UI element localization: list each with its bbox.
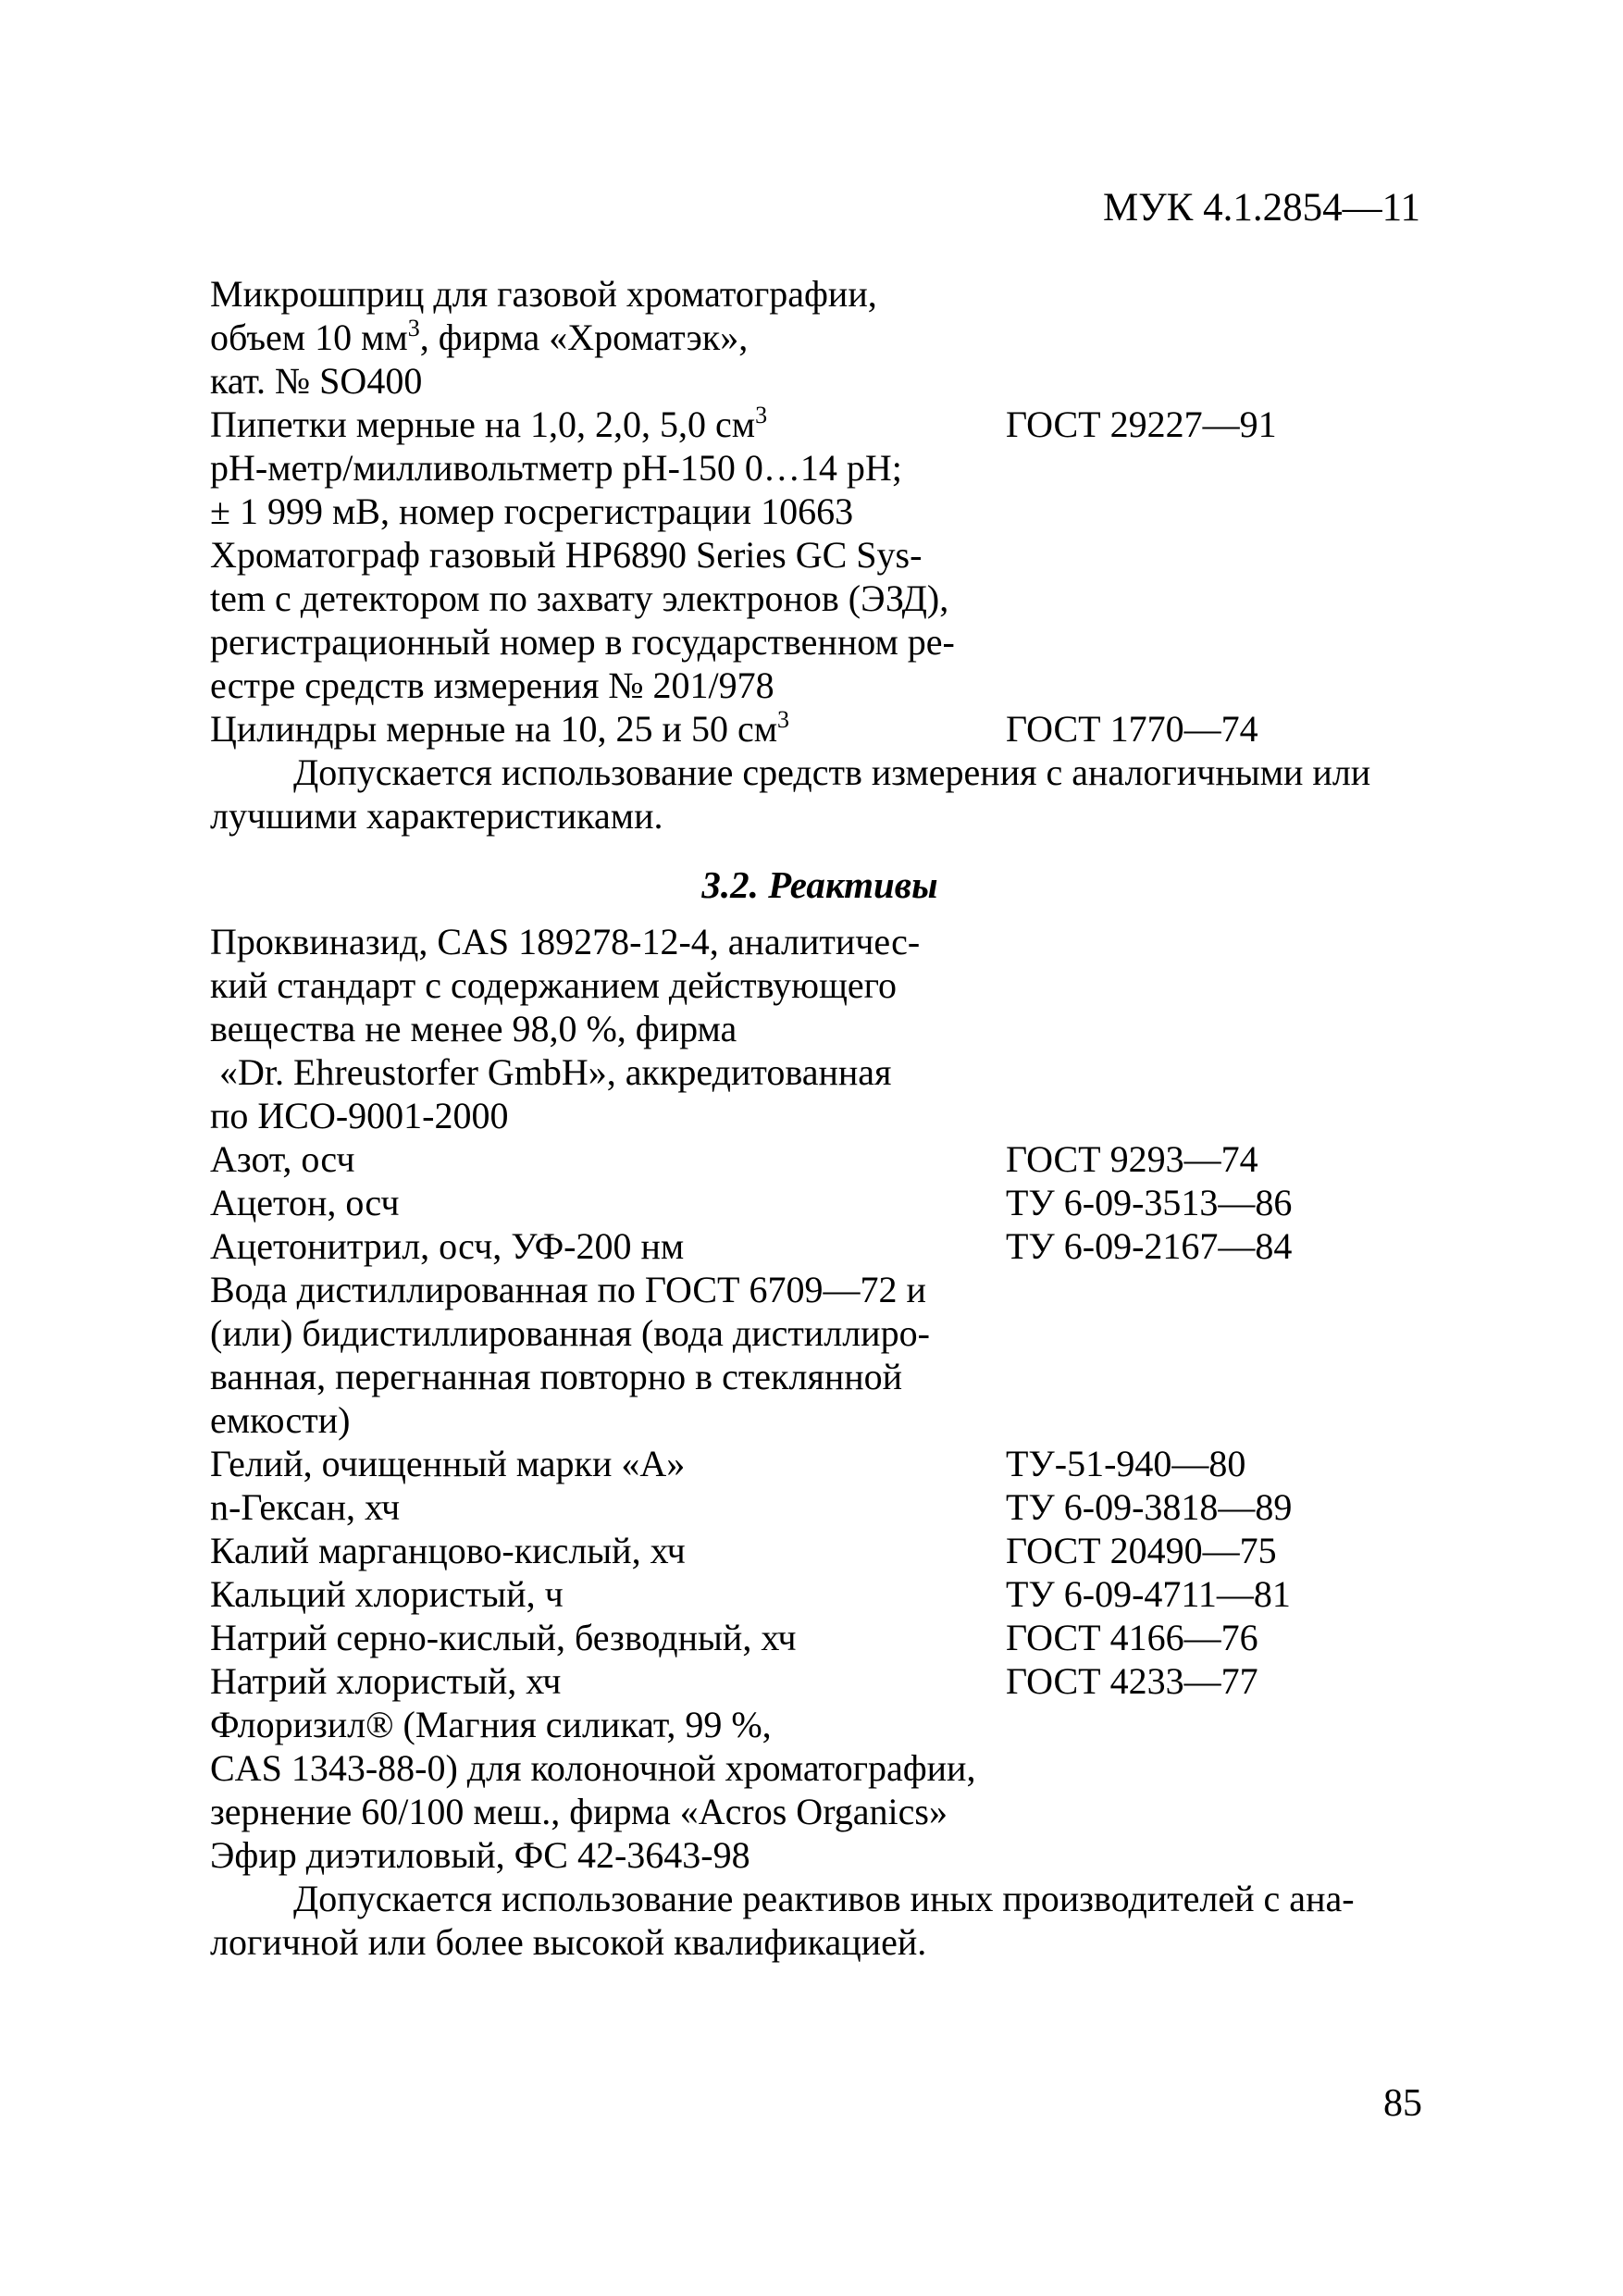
reagent-row xyxy=(210,1616,1430,1659)
reagent-row xyxy=(210,1572,1430,1616)
cylinders-row xyxy=(210,707,1430,751)
reagent-standard: ТУ-51-940—80 xyxy=(1006,1443,1246,1484)
superscript-3: 3 xyxy=(755,402,768,428)
pipettes-standard: ГОСТ 29227—91 xyxy=(1006,403,1277,445)
reagent-row xyxy=(210,1442,1430,1485)
ph-meter-line-1: рН-метр/милливольтметр рН-150 0…14 рН; xyxy=(210,447,902,489)
cylinders-name xyxy=(210,707,1006,751)
reagent-row xyxy=(210,1181,1430,1224)
reagent-name: Гелий, очищенный марки «А» xyxy=(210,1443,686,1484)
page-number: 85 xyxy=(1383,2082,1422,2125)
proquinazid-line-1: Проквиназид, CAS 189278-12-4, аналитичес- xyxy=(210,921,921,962)
ph-meter-line-2: ± 1 999 мВ, номер госрегистрации 10663 xyxy=(210,490,854,532)
reagent-name: Натрий серно-кислый, безводный, хч xyxy=(210,1617,797,1658)
chromatograph-line-1: Хроматограф газовый HP6890 Series GC Sys- xyxy=(210,534,923,576)
pipettes-row xyxy=(210,403,1430,446)
reagent-name: Азот, осч xyxy=(210,1138,355,1180)
cylinders-standard: ГОСТ 1770—74 xyxy=(1006,708,1258,750)
microsyringe-volume-text: объем 10 мм xyxy=(210,316,408,358)
reagents-note-line-2: логичной или более высокой квалификацией. xyxy=(210,1921,927,1963)
proquinazid-line-4: «Dr. Ehreustorfer GmbH», аккредитованная xyxy=(210,1051,892,1093)
instruments-note xyxy=(210,751,1430,838)
water-line-4: емкости) xyxy=(210,1399,351,1441)
reagent-row xyxy=(210,1529,1430,1572)
ether-line: Эфир диэтиловый, ФС 42-3643-98 xyxy=(210,1834,750,1876)
reagent-name: Кальций хлористый, ч xyxy=(210,1573,564,1615)
reagent-name: Калий марганцово-кислый, хч xyxy=(210,1530,686,1571)
florisil-line-1: Флоризил® (Магния силикат, 99 %, xyxy=(210,1704,772,1745)
microsyringe-line-2 xyxy=(210,316,1430,359)
reagent-name: Ацетон, осч xyxy=(210,1182,400,1223)
reagents-note xyxy=(210,1877,1430,1964)
reagent-standard: ТУ 6-09-2167—84 xyxy=(1006,1225,1293,1267)
reagents-note-line-1: Допускается использование реактивов иных производителей с ана- xyxy=(293,1878,1355,1919)
chromatograph-line-2: tem с детектором по захвату электронов (ЭЗД), xyxy=(210,577,949,619)
reagent-row xyxy=(210,1659,1430,1703)
instruments-note-line-1: Допускается использование средств измерения с аналогичными или xyxy=(293,751,1371,793)
microsyringe-line-3: кат. № SO400 xyxy=(210,360,423,402)
reagent-row xyxy=(210,1485,1430,1529)
section-title-reagents: 3.2. Реактивы xyxy=(701,863,938,906)
water-line-2: (или) бидистиллированная (вода дистиллиро- xyxy=(210,1312,930,1354)
superscript-3: 3 xyxy=(777,706,790,733)
reagent-name: Натрий хлористый, хч xyxy=(210,1660,562,1702)
florisil-line-3: зернение 60/100 меш., фирма «Acros Organics» xyxy=(210,1791,948,1832)
florisil-line-2: CAS 1343-88-0) для колоночной хроматографии, xyxy=(210,1747,976,1789)
proquinazid-line-2: кий стандарт с содержанием действующего xyxy=(210,964,898,1006)
superscript-3: 3 xyxy=(407,315,420,341)
page-content xyxy=(210,272,1430,1964)
microsyringe-line-1: Микрошприц для газовой хроматографии, xyxy=(210,273,877,315)
reagent-row xyxy=(210,1137,1430,1181)
document-code-header: МУК 4.1.2854—11 xyxy=(1102,186,1420,230)
reagent-standard: ГОСТ 20490—75 xyxy=(1006,1530,1277,1571)
water-line-1: Вода дистиллированная по ГОСТ 6709—72 и xyxy=(210,1269,926,1310)
pipettes-name xyxy=(210,403,1006,446)
reagent-name: n-Гексан, хч xyxy=(210,1486,401,1528)
water-line-3: ванная, перегнанная повторно в стеклянной xyxy=(210,1356,903,1397)
proquinazid-line-5: по ИСО-9001-2000 xyxy=(210,1095,509,1136)
proquinazid-line-3: вещества не менее 98,0 %, фирма xyxy=(210,1008,737,1049)
microsyringe-firm-text: , фирма «Хроматэк», xyxy=(419,316,749,358)
pipettes-name-text: Пипетки мерные на 1,0, 2,0, 5,0 см xyxy=(210,403,756,445)
cylinders-name-text: Цилиндры мерные на 10, 25 и 50 см xyxy=(210,708,778,750)
reagent-standard: ТУ 6-09-3818—89 xyxy=(1006,1486,1293,1528)
reagent-standard: ГОСТ 9293—74 xyxy=(1006,1138,1258,1180)
reagent-row xyxy=(210,1224,1430,1268)
reagent-standard: ТУ 6-09-3513—86 xyxy=(1006,1182,1293,1223)
reagent-standard: ГОСТ 4166—76 xyxy=(1006,1617,1258,1658)
reagent-standard: ГОСТ 4233—77 xyxy=(1006,1660,1258,1702)
chromatograph-line-4: естре средств измерения № 201/978 xyxy=(210,664,774,706)
instruments-note-line-2: лучшими характеристиками. xyxy=(210,795,663,837)
chromatograph-line-3: регистрационный номер в государственном ре- xyxy=(210,621,955,663)
reagent-name: Ацетонитрил, осч, УФ-200 нм xyxy=(210,1225,685,1267)
reagent-standard: ТУ 6-09-4711—81 xyxy=(1006,1573,1291,1615)
